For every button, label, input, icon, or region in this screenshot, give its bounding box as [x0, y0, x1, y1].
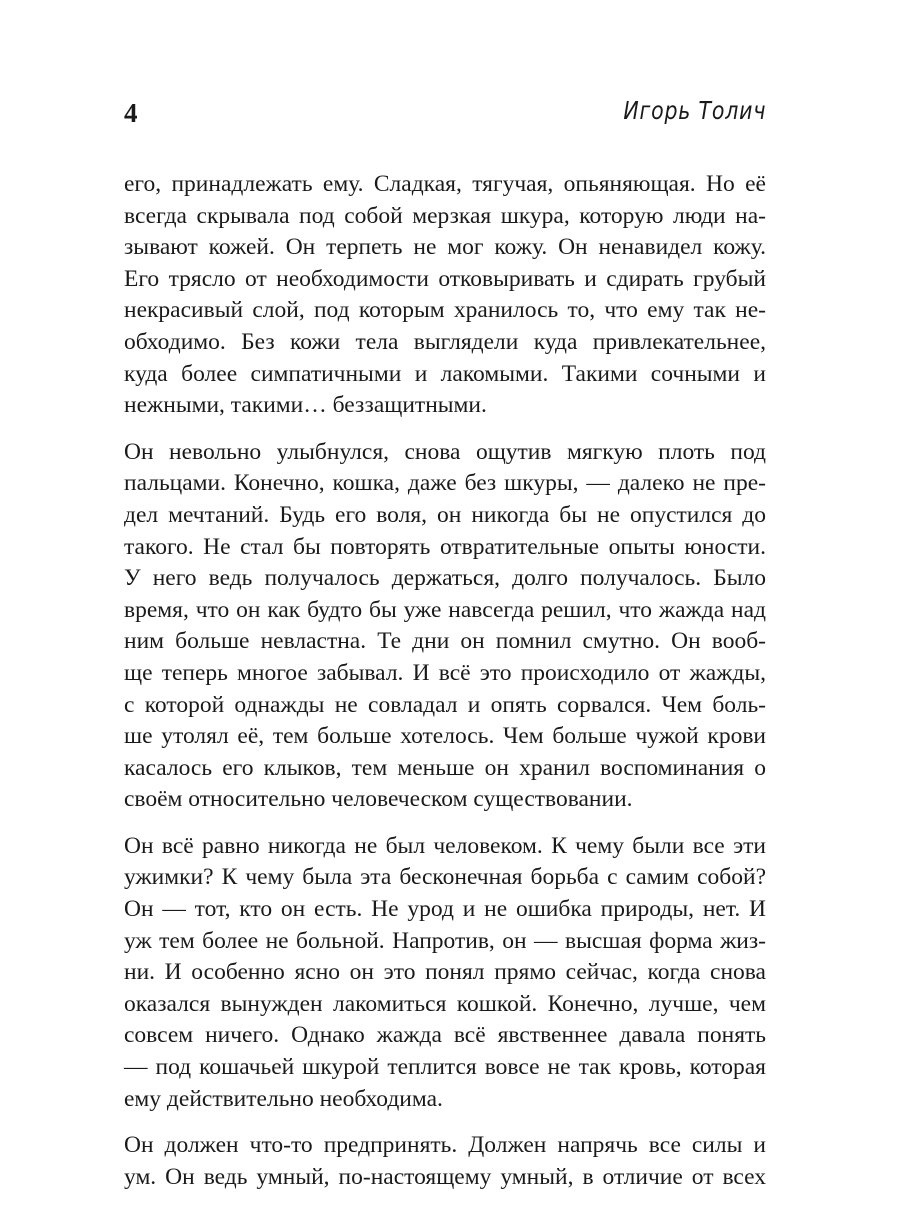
text-line: уж тем более не больной. Напротив, он — высшая форма жиз-	[124, 927, 766, 954]
text-line: некрасивый слой, под которым хранилось то, что ему так не-	[124, 297, 766, 324]
page-number: 4	[124, 98, 138, 128]
text-line: куда более симпатичными и лакомыми. Такими сочными и	[124, 360, 766, 387]
paragraph-2	[124, 437, 766, 816]
paragraph-4	[124, 1130, 766, 1193]
text-line: — под кошачьей шкурой теплится вовсе не так кровь, которая	[124, 1054, 766, 1081]
text-line: зывают кожей. Он терпеть не мог кожу. Он ненавидел кожу.	[124, 234, 766, 261]
text-line: оказался вынужден лакомиться кошкой. Конечно, лучше, чем	[124, 990, 766, 1017]
text-line: ще теперь многое забывал. И всё это происходило от жажды,	[124, 659, 766, 686]
text-line: ним больше невластна. Те дни он помнил смутно. Он вооб-	[124, 628, 766, 655]
text-line: пальцами. Конечно, кошка, даже без шкуры, — далеко не пре-	[124, 470, 766, 497]
text-line: Он должен что-то предпринять. Должен напрячь все силы и	[124, 1132, 766, 1159]
text-line: Его трясло от необходимости отковыривать и сдирать грубый	[124, 265, 766, 292]
text-line: такого. Не стал бы повторять отвратительные опыты юности.	[124, 533, 766, 560]
text-line: ум. Он ведь умный, по-настоящему умный, в отличие от всех	[124, 1163, 766, 1190]
text-line: ему действительно необходима.	[124, 1085, 443, 1112]
paragraph-1	[124, 169, 766, 422]
text-line: время, что он как будто бы уже навсегда решил, что жажда над	[124, 596, 766, 623]
paragraph-3	[124, 831, 766, 1115]
text-line: У него ведь получалось держаться, долго получалось. Было	[124, 565, 766, 592]
text-line: совсем ничего. Однако жажда всё явственнее давала понять	[124, 1022, 766, 1049]
text-line: его, принадлежать ему. Сладкая, тягучая, опьяняющая. Но её	[124, 171, 766, 197]
text-line: Он всё равно никогда не был человеком. К чему были все эти	[124, 832, 766, 859]
page-header	[124, 96, 766, 136]
text-line: ужимки? К чему была эта бесконечная борьба с самим собой?	[124, 864, 766, 891]
text-line: касалось его клыков, тем меньше он хранил воспоминания о	[124, 754, 766, 781]
text-line: ше утолял её, тем больше хотелось. Чем больше чужой крови	[124, 723, 766, 750]
text-line: дел мечтаний. Будь его воля, он никогда бы не опустился до	[124, 501, 766, 528]
text-line: с которой однажды не совладал и опять сорвался. Чем боль-	[124, 691, 766, 718]
text-line: Он невольно улыбнулся, снова ощутив мягкую плоть под	[124, 438, 766, 465]
text-line: ни. И особенно ясно он это понял прямо сейчас, когда снова	[124, 959, 766, 986]
text-line: нежными, такими… беззащитными.	[124, 392, 487, 419]
running-head-author: Игорь Толич	[623, 96, 766, 125]
text-line: Он — тот, кто он есть. Не урод и не ошибка природы, нет. И	[124, 896, 766, 923]
text-line: своём относительно человеческом существовании.	[124, 786, 633, 813]
body-text	[124, 169, 766, 1208]
text-line: всегда скрывала под собой мерзкая шкура, которую люди на-	[124, 202, 766, 229]
text-line: обходимо. Без кожи тела выглядели куда привлекательнее,	[124, 328, 766, 355]
